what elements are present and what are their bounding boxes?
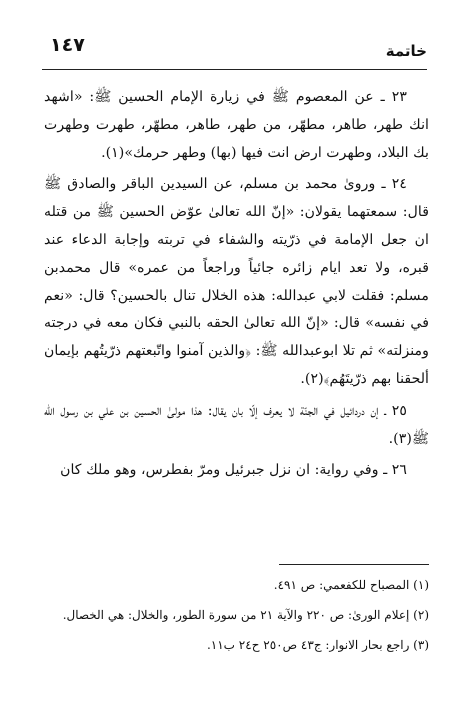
- footnote-2: (٢) إعلام الورىٰ: ص ٢٢٠ والآية ٢١ من سورة الطور، والخلال: هي الخصال.: [62, 608, 429, 622]
- paragraph-24: ٢٤ ـ وروىٰ محمد بن مسلم، عن السيدين الباقر والصادق ﷺ قال: سمعتهما يقولان: «إنّ الله تعالىٰ عوّض الحسين ﷺ من قتله ان جعل الإمامة في ذرّيته والشفاء في تربته وإجابة الدعاء عند قبره، ولا تعد ايام زائره جائياً وراجعاً من عمره» قال محمدبن مسلم: فقلت لابي عبدالله: هذه الخلال تنال بالحسين؟ قال: «نعم في نفسه» قال: «إنّ الله تعالىٰ الحقه بالنبي فكان معه في درجته ومنزلته» ثم تلا ابوعبدالله ﷺ: ﴿والذين آمنوا واتّبعتهم ذرّيتُهم بإيمان ألحقنا بهم ذرّيتَهُم﴾(٢).: [44, 176, 429, 387]
- paragraph-23: ٢٣ ـ عن المعصوم ﷺ في زيارة الإمام الحسين ﷺ: «اشهد انك طهر، طاهر، مطهّر، من طهر، طاهر، مطهّر، طهرت وطهرت بك البلاد، وطهرت ارض انت فيها (بها) وطهر حرمك»(١).: [44, 89, 429, 161]
- footnote-1: (١) المصباح للكفعمي: ص ٤٩١.: [273, 578, 429, 592]
- header-divider: [42, 69, 427, 70]
- running-title: خاتمة: [385, 42, 427, 60]
- paragraph-26: ٢٦ ـ وفي رواية: ان نزل جبرئيل ومرّ بفطرس، وهو ملك كان: [60, 462, 407, 479]
- paragraph-25: ٢٥ ـ إن دردائيل في الجنّة لا يعرف إلّا بان يقال: هذا مولىٰ الحسين بن علي بن رسول الله ﷺ(٣).: [44, 402, 429, 447]
- footnote-3: (٣) راجع بحار الانوار: ج٤٣ ص٢٥٠ ح٢٤ ب١١.: [206, 638, 429, 652]
- page-number: ١٤٧: [50, 34, 85, 56]
- footnotes: [44, 573, 429, 657]
- main-text: [44, 84, 429, 485]
- page-header: [50, 28, 427, 62]
- footnote-divider: [279, 564, 429, 565]
